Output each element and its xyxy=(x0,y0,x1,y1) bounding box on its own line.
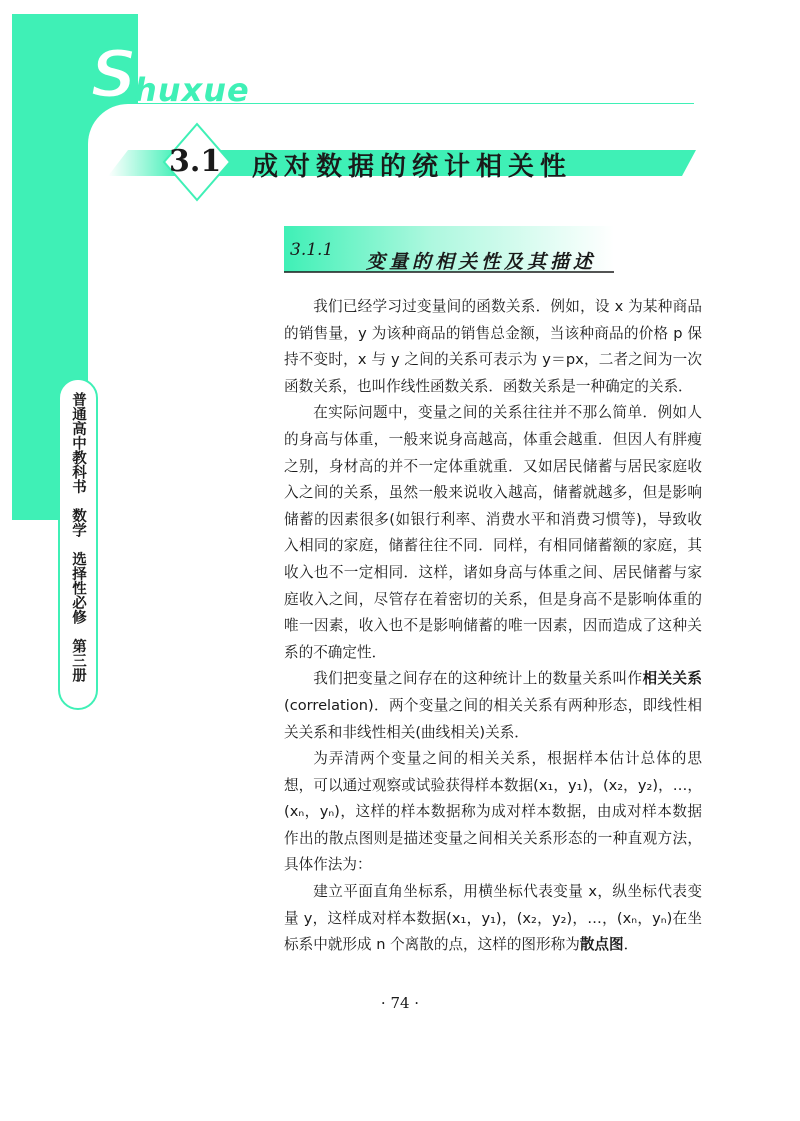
paragraph-1: 我们已经学习过变量间的函数关系．例如，设 x 为某种商品的销售量，y 为该种商品的销售总金额，当该种商品的价格 p 保持不变时，x 与 y 之间的关系可表示为 y＝px，二者之间为一次函数关系，也叫作线性函数关系．函数关系是一种确定的关系． xyxy=(284,298,702,395)
logo-initial: S xyxy=(90,36,138,113)
paragraph-5-lead: 建立平面直角坐标系，用横坐标代表变量 x，纵坐标代表变量 y，这样成对样本数据(x₁，y₁)，(x₂，y₂)，…，(xₙ，yₙ)在坐标系中就形成 n 个离散的点，这样的图形称为 xyxy=(284,883,702,954)
paragraph-3-rest: (correlation)．两个变量之间的相关关系有两种形态，即线性相关关系和非线性相关(曲线相关)关系． xyxy=(284,696,702,741)
subsection-title: 变量的相关性及其描述 xyxy=(366,251,597,273)
term-correlation: 相关关系 xyxy=(642,670,702,688)
paragraph-3 xyxy=(284,666,702,746)
paragraph-2: 在实际问题中，变量之间的关系往往并不那么简单．例如人的身高与体重，一般来说身高越高，体重会越重．但因人有胖瘦之别，身材高的并不一定体重就重．又如居民储蓄与居民家庭收入之间的关系，虽然一般来说收入越高，储蓄就越多，但是影响储蓄的因素很多(如银行利率、消费水平和消费习惯等)，导致收入相同的家庭，储蓄往往不同．同样，有相同储蓄额的家庭，其收入也不一定相同．这样，诸如身高与体重之间、居民储蓄与家庭收入之间，尽管存在着密切的关系，但是身高不是影响体重的唯一因素，收入也不是影响储蓄的唯一因素，因而造成了这种关系的不确定性． xyxy=(284,404,702,661)
logo-text: huxue xyxy=(134,71,250,109)
subsection-number: 3.1.1 xyxy=(290,240,334,260)
paragraph-4: 为弄清两个变量之间的相关关系，根据样本估计总体的思想，可以通过观察或试验获得样本数据(x₁，y₁)，(x₂，y₂)，…，(xₙ，yₙ)，这样的样本数据称为成对样本数据，由成对样本数据作出的散点图则是描述变量之间相关关系形态的一种直观方法，具体作法为： xyxy=(284,750,702,874)
sidebar-book-title: 普通高中教科书 数学 选择性必修 第三册 xyxy=(70,392,86,682)
section-number: 3.1 xyxy=(169,144,222,179)
paragraph-5 xyxy=(284,879,702,959)
section-title: 成对数据的统计相关性 xyxy=(252,152,573,182)
paragraph-5-end: ． xyxy=(623,936,639,954)
body-text xyxy=(284,294,702,959)
page-number: · 74 · xyxy=(380,994,420,1012)
paragraph-3-lead: 我们把变量之间存在的这种统计上的数量关系叫作 xyxy=(313,670,643,688)
term-scatter-plot: 散点图 xyxy=(579,936,624,954)
